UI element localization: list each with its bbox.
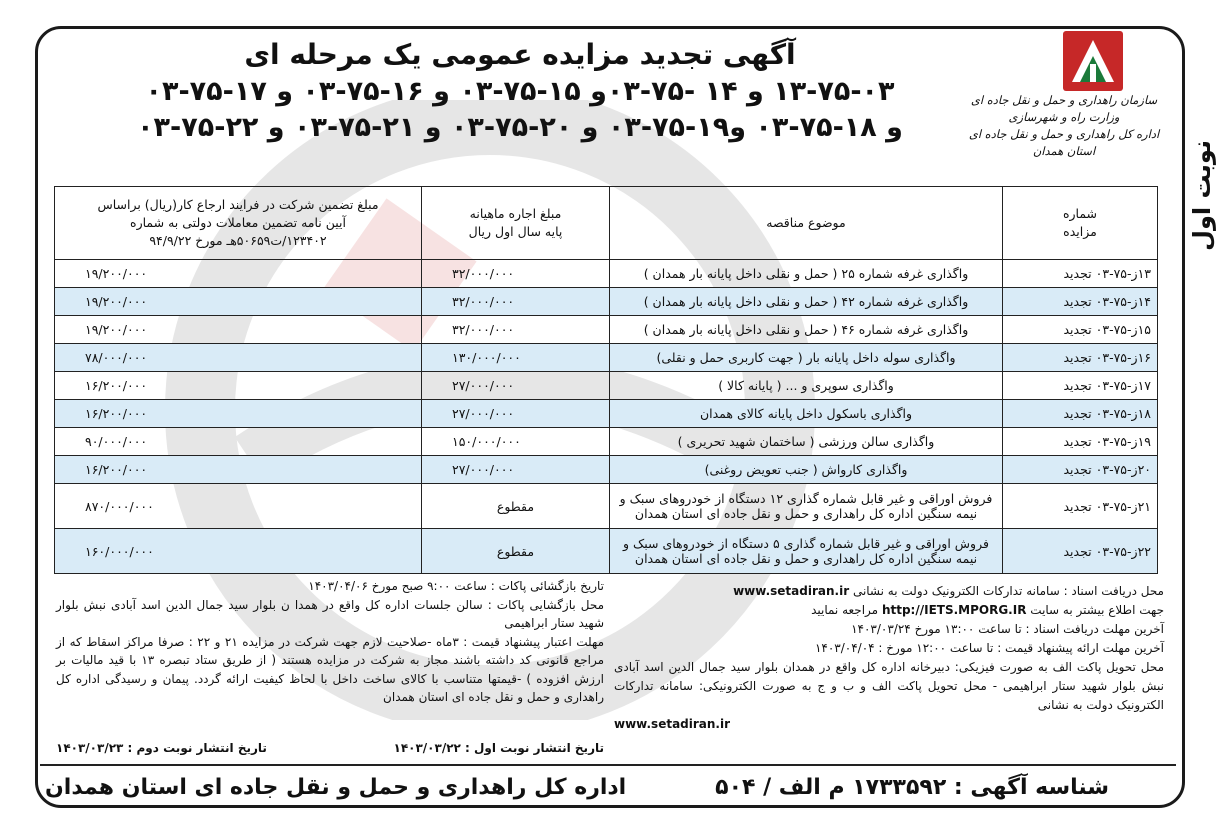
monthly-rent: ۱۵۰/۰۰۰/۰۰۰ — [422, 428, 610, 456]
auction-subject: واگذاری غرفه شماره ۴۶ ( حمل و نقلی داخل پایانه بار همدان ) — [610, 316, 1003, 344]
auction-number: ۱۵ز-۷۵-۰۳ تجدید — [1003, 316, 1158, 344]
guarantee-amount: ۱۶/۲۰۰/۰۰۰ — [55, 372, 422, 400]
monthly-rent: ۲۷/۰۰۰/۰۰۰ — [422, 400, 610, 428]
table-row — [55, 344, 1158, 372]
auction-number: ۲۰ز-۷۵-۰۳ تجدید — [1003, 456, 1158, 484]
table-row — [55, 260, 1158, 288]
opening-place: محل بازگشایی پاکات : سالن جلسات اداره کل واقع در همدا ن بلوار سید جمال الدین اسد آبادی نبش بلوار شهید ستار ابراهیمی — [56, 597, 604, 630]
document-deadline: آخرین مهلت دریافت اسناد : تا ساعت ۱۳:۰۰ مورخ ۱۴۰۳/۰۳/۲۴ — [851, 622, 1164, 636]
submission-info — [614, 582, 1164, 734]
guarantee-amount: ۱۶/۲۰۰/۰۰۰ — [55, 456, 422, 484]
org-line-2: وزارت راه و شهرسازی — [1008, 110, 1120, 124]
monthly-rent: ۳۲/۰۰۰/۰۰۰ — [422, 288, 610, 316]
auction-subject: واگذاری سوله داخل پایانه بار ( جهت کاربری حمل و نقلی) — [610, 344, 1003, 372]
guarantee-amount: ۱۹/۲۰۰/۰۰۰ — [55, 316, 422, 344]
title-line-2: ۱۳-۷۵-۰۳ و ۱۴ -۷۵-۰۳و ۱۵-۷۵-۰۳ و ۱۶-۷۵-۰۳ و ۱۷-۷۵-۰۳ — [145, 76, 895, 107]
guarantee-amount: ۹۰/۰۰۰/۰۰۰ — [55, 428, 422, 456]
monthly-rent: ۳۲/۰۰۰/۰۰۰ — [422, 316, 610, 344]
guarantee-amount: ۱۹/۲۰۰/۰۰۰ — [55, 288, 422, 316]
auction-subject: فروش اوراقی و غیر قابل شماره گذاری ۱۲ دستگاه از خودروهای سبک و نیمه سنگین اداره کل راهداری و حمل و نقل جاده ای استان همدان — [610, 484, 1003, 529]
auction-subject: واگذاری غرفه شماره ۲۵ ( حمل و نقلی داخل پایانه بار همدان ) — [610, 260, 1003, 288]
auction-subject: واگذاری سالن ورزشی ( ساختمان شهید تحریری ) — [610, 428, 1003, 456]
monthly-rent: ۳۲/۰۰۰/۰۰۰ — [422, 260, 610, 288]
guarantee-amount: ۱۶/۲۰۰/۰۰۰ — [55, 400, 422, 428]
guarantee-amount: ۸۷۰/۰۰۰/۰۰۰ — [55, 484, 422, 529]
delivery-location: محل تحویل پاکت الف به صورت فیزیکی: دبیرخانه اداره کل واقع در همدان بلوار سید جمال الدین اسد آبادی نبش بلوار شهید ستار ابراهیمی - محل تحویل پاکت الف و ب و ج به صورت الکترونیکی: سامانه تدارکات الکترونیک دولت به نشانی — [614, 660, 1164, 712]
header-monthly-rent: مبلغ اجاره ماهیانه پایه سال اول ریال — [422, 187, 610, 260]
auction-number: ۱۶ز-۷۵-۰۳ تجدید — [1003, 344, 1158, 372]
org-line-3: اداره کل راهداری و حمل و نقل جاده ای استان همدان — [968, 127, 1160, 158]
auction-subject: واگذاری غرفه شماره ۴۲ ( حمل و نقلی داخل پایانه بار همدان ) — [610, 288, 1003, 316]
auction-subject: واگذاری سوپری و ... ( پایانه کالا ) — [610, 372, 1003, 400]
guarantee-amount: ۱۶۰/۰۰۰/۰۰۰ — [55, 529, 422, 574]
auction-number: ۱۴ز-۷۵-۰۳ تجدید — [1003, 288, 1158, 316]
auction-number: ۱۹ز-۷۵-۰۳ تجدید — [1003, 428, 1158, 456]
publication-first: تاریخ انتشار نوبت اول : ۱۴۰۳/۰۳/۲۲ — [393, 741, 604, 755]
monthly-rent: مقطوع — [422, 529, 610, 574]
monthly-rent: ۱۳۰/۰۰۰/۰۰۰ — [422, 344, 610, 372]
delivery-site — [614, 715, 1164, 734]
opening-date: تاریخ بازگشائی پاکات : ساعت ۹:۰۰ صبح مورخ ۱۴۰۳/۰۴/۰۶ — [308, 579, 604, 593]
road-org-logo — [1062, 30, 1124, 92]
monthly-rent: ۲۷/۰۰۰/۰۰۰ — [422, 456, 610, 484]
table-row — [55, 400, 1158, 428]
table-row — [55, 316, 1158, 344]
guarantee-amount: ۱۹/۲۰۰/۰۰۰ — [55, 260, 422, 288]
header-guarantee: مبلغ تضمین شرکت در فرایند ارجاع کار(ریال) براساس آیین نامه تضمین معاملات دولتی به شماره ۱۲۳۴۰۲/ت۵۰۶۵۹هـ مورخ ۹۴/۹/۲۲ — [55, 187, 422, 260]
org-line-1: سازمان راهداری و حمل و نقل جاده ای — [970, 93, 1158, 107]
ad-identifier: شناسه آگهی : ۱۷۳۳۵۹۲ م الف / ۵۰۴ — [715, 775, 1109, 800]
opening-info — [56, 577, 604, 707]
footer-org-name: اداره کل راهداری و حمل و نقل جاده ای استان همدان — [45, 775, 627, 800]
auction-number: ۲۱ز-۷۵-۰۳ تجدید — [1003, 484, 1158, 529]
publication-dates — [56, 741, 604, 755]
offer-validity: مهلت اعتبار پیشنهاد قیمت : ۳ماه -صلاحیت لازم جهت شرکت در مزایده ۲۱ و ۲۲ : صرفا مراکز اسقاط که از مراجع قانونی کد داشته باشند مجاز به شرکت در مزایده هستند ( از طریق ستاد تبصره ۱۳ با قید مالیات بر ارزش افزوده ) -قیمتها متناسب با کالای ساخت داخل با لحاظ کیفیت ارائه گردد. پیمان و رسیدگی اداره کل راهداری و حمل و نقل جاده ای استان همدان — [56, 634, 604, 704]
auction-number: ۲۲ز-۷۵-۰۳ تجدید — [1003, 529, 1158, 574]
monthly-rent: مقطوع — [422, 484, 610, 529]
monthly-rent: ۲۷/۰۰۰/۰۰۰ — [422, 372, 610, 400]
publication-round-label: نوبت اول — [1188, 140, 1216, 251]
title-line-1: آگهی تجدید مزایده عمومی یک مرحله ای — [244, 38, 796, 71]
ad-title — [95, 36, 945, 146]
more-info: جهت اطلاع بیشتر به سایت http://IETS.MPORG.IR مراجعه نمایید — [811, 603, 1164, 617]
setadiran-link[interactable]: www.setadiran.ir — [733, 584, 850, 598]
title-line-3: و ۱۸-۷۵-۰۳ و۱۹-۷۵-۰۳ و ۲۰-۷۵-۰۳ و ۲۱-۷۵-۰۳ و ۲۲-۷۵-۰۳ — [137, 112, 903, 143]
footer-divider — [40, 764, 1176, 766]
table-row — [55, 484, 1158, 529]
auction-subject: واگذاری باسکول داخل پایانه کالای همدان — [610, 400, 1003, 428]
auction-number: ۱۷ز-۷۵-۰۳ تجدید — [1003, 372, 1158, 400]
table-row — [55, 428, 1158, 456]
table-row — [55, 288, 1158, 316]
auction-table — [54, 186, 1158, 574]
header-auction-number: شماره مزایده — [1003, 187, 1158, 260]
org-heading — [964, 92, 1164, 160]
document-location: محل دریافت اسناد : سامانه تدارکات الکترونیک دولت به نشانی www.setadiran.ir — [733, 584, 1164, 598]
offer-deadline: آخرین مهلت ارائه پیشنهاد قیمت : تا ساعت ۱۲:۰۰ مورخ : ۱۴۰۳/۰۴/۰۴ — [814, 641, 1164, 655]
publication-second: تاریخ انتشار نوبت دوم : ۱۴۰۳/۰۳/۲۳ — [56, 741, 267, 755]
auction-number: ۱۸ز-۷۵-۰۳ تجدید — [1003, 400, 1158, 428]
table-header-row — [55, 187, 1158, 260]
auction-subject: فروش اوراقی و غیر قابل شماره گذاری ۵ دستگاه از خودروهای سبک و نیمه سنگین اداره کل راهداری و حمل و نقل جاده ای استان همدان — [610, 529, 1003, 574]
table-row — [55, 456, 1158, 484]
header-subject: موضوع مناقصه — [610, 187, 1003, 260]
guarantee-amount: ۷۸/۰۰۰/۰۰۰ — [55, 344, 422, 372]
table-row — [55, 372, 1158, 400]
auction-number: ۱۳ز-۷۵-۰۳ تجدید — [1003, 260, 1158, 288]
setadiran-link-2[interactable]: www.setadiran.ir — [614, 717, 731, 731]
table-row — [55, 529, 1158, 574]
auction-subject: واگذاری کارواش ( جنب تعویض روغنی) — [610, 456, 1003, 484]
iets-link[interactable]: http://IETS.MPORG.IR — [881, 603, 1027, 617]
